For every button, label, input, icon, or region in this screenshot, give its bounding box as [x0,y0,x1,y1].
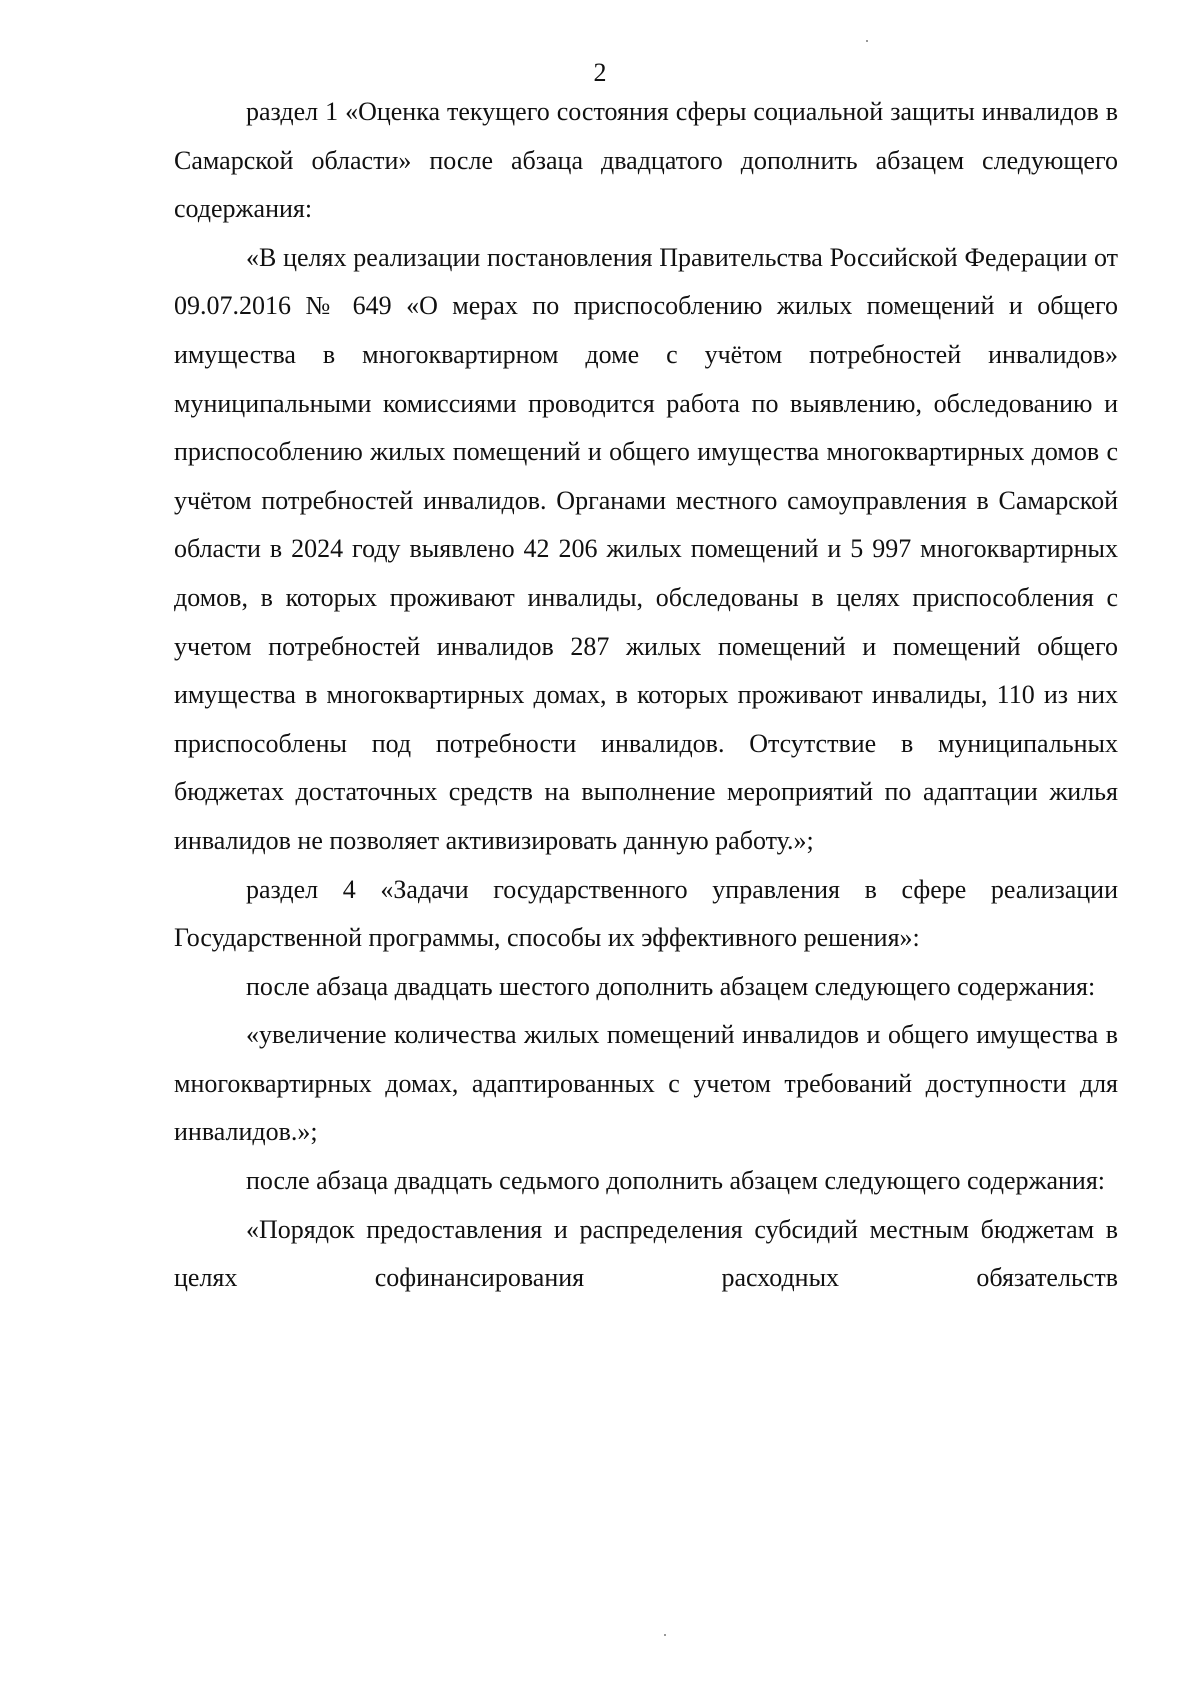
document-body [174,88,1118,1303]
paragraph-section-1: раздел 1 «Оценка текущего состояния сферы социальной защиты инвалидов в Самарской области» после абзаца двадцатого дополнить абзацем следующего содержания: [174,97,1118,224]
paragraph-after-26: после абзаца двадцать шестого дополнить абзацем следующего содержания: [246,971,1096,1001]
paragraph-after-27: после абзаца двадцать седьмого дополнить абзацем следующего содержания: [246,1166,1106,1196]
page-number: 2 [593,58,607,87]
paragraph-inserted-text-2: «увеличение количества жилых помещений инвалидов и общего имущества в многоквартирных домах, адаптированных с учетом требований доступности для инвалидов.»; [174,1020,1118,1147]
scan-speck [866,40,868,42]
scan-speck [664,1634,666,1636]
paragraph-inserted-text-3: «Порядок предоставления и распределения субсидий местным бюджетам в целях софинансирования расходных обязательств [174,1214,1118,1293]
paragraph-inserted-text-1: «В целях реализации постановления Правительства Российской Федерации от 09.07.2016 № 649 «О мерах по приспособлению жилых помещений и общего имущества в многоквартирном доме с учётом потребностей инвалидов» муниципальными комиссиями проводится работа по выявлению, обследованию и приспособлению жилых помещений и общего имущества многоквартирных домов с учётом потребностей инвалидов. Органами местного самоуправления в Самарской области в 2024 году выявлено 42 206 жилых помещений и 5 997 многоквартирных домов, в которых проживают инвалиды, обследованы в целях приспособления с учетом потребностей инвалидов 287 жилых помещений и помещений общего имущества в многоквартирных домах, в которых проживают инвалиды, 110 из них приспособлены под потребности инвалидов. Отсутствие в муниципальных бюджетах достаточных средств на выполнение мероприятий по адаптации жилья инвалидов не позволяет активизировать данную работу.»; [174,242,1118,855]
paragraph-section-4: раздел 4 «Задачи государственного управления в сфере реализации Государственной программы, способы их эффективного решения»: [174,874,1118,953]
